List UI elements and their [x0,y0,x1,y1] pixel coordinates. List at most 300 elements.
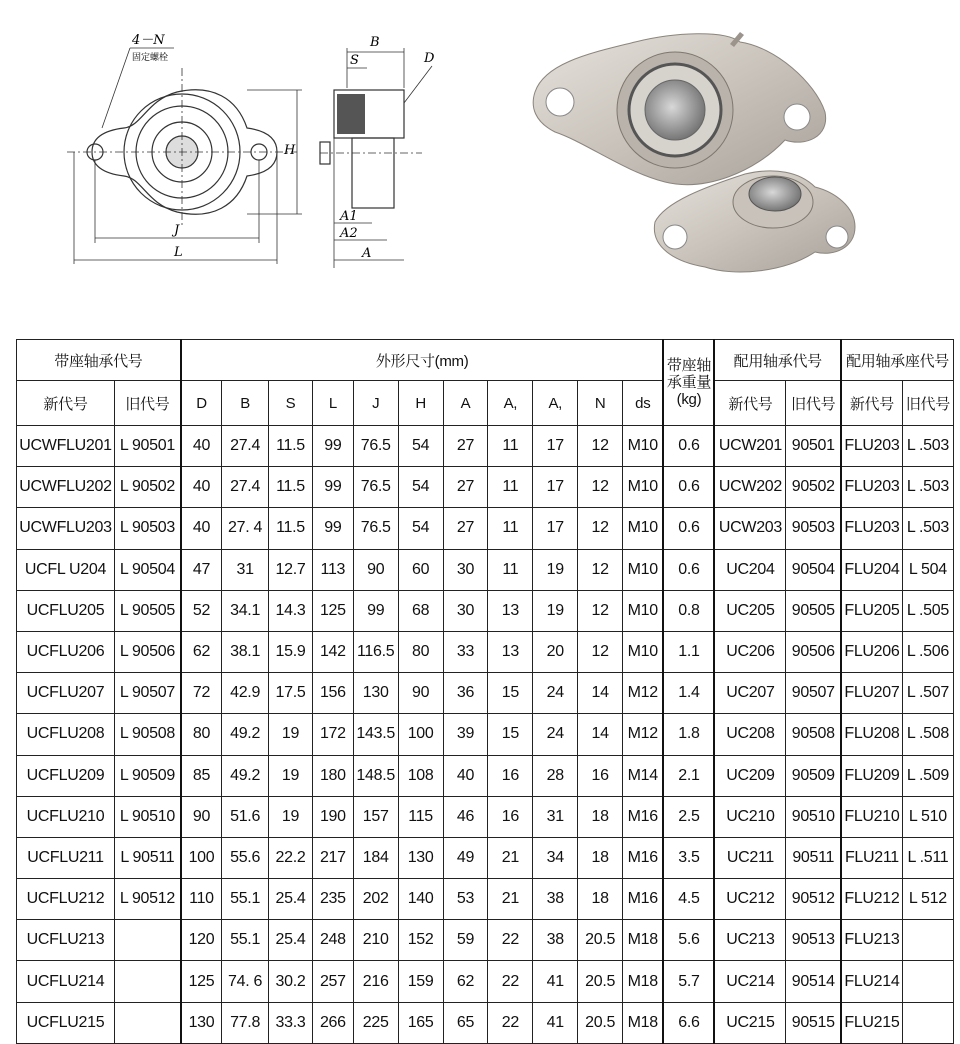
table-cell: 1.4 [663,673,714,714]
table-cell: 30 [443,549,488,590]
table-cell: 17 [533,467,578,508]
table-cell: 55.1 [222,879,269,920]
table-row [17,755,954,796]
table-cell: UCW201 [714,426,785,467]
table-cell: 59 [443,920,488,961]
table-cell: UC212 [714,879,785,920]
table-cell: FLU204 [841,549,902,590]
table-cell: 165 [398,1002,443,1043]
table-cell: 20 [533,631,578,672]
table-cell: 157 [353,796,398,837]
table-cell: L .511 [902,837,953,878]
table-cell: 54 [398,508,443,549]
table-cell: 14 [578,714,623,755]
table-cell: 11 [488,549,533,590]
table-cell: 19 [269,755,313,796]
table-cell: 90506 [786,631,841,672]
table-cell: 90512 [786,879,841,920]
table-cell: 17 [533,426,578,467]
table-cell: 40 [181,426,222,467]
table-cell: UCWFLU201 [17,426,115,467]
table-cell: 76.5 [353,508,398,549]
table-cell: 15.9 [269,631,313,672]
table-cell: UC209 [714,755,785,796]
table-cell: 46 [443,796,488,837]
table-cell: 20.5 [578,961,623,1002]
table-cell: 39 [443,714,488,755]
table-cell: UC211 [714,837,785,878]
table-cell: 27. 4 [222,508,269,549]
table-cell: 31 [222,549,269,590]
table-cell [902,920,953,961]
table-cell: 13 [488,590,533,631]
table-cell: UCFLU207 [17,673,115,714]
table-cell: 74. 6 [222,961,269,1002]
table-cell: 12 [578,631,623,672]
table-cell: 49 [443,837,488,878]
table-cell: 40 [181,508,222,549]
table-cell: 116.5 [353,631,398,672]
table-cell: 34.1 [222,590,269,631]
subheader-ds: ds [623,381,664,426]
table-cell: 16 [578,755,623,796]
table-cell: UC205 [714,590,785,631]
table-cell: 113 [312,549,353,590]
table-row [17,961,954,1002]
table-cell: 20.5 [578,1002,623,1043]
table-cell: M16 [623,837,664,878]
table-cell: 14.3 [269,590,313,631]
dim-s-label: S [350,53,359,68]
side-view [320,48,432,268]
table-cell: 90 [398,673,443,714]
table-cell: UCFLU211 [17,837,115,878]
subheader-a: A [443,381,488,426]
table-cell: 130 [353,673,398,714]
table-cell: UCFLU213 [17,920,115,961]
table-cell: L .507 [902,673,953,714]
table-cell: 11.5 [269,508,313,549]
table-cell: 90511 [786,837,841,878]
table-cell: 30 [443,590,488,631]
table-cell: 25.4 [269,920,313,961]
table-cell: 27 [443,426,488,467]
table-cell: UC214 [714,961,785,1002]
table-cell: 16 [488,755,533,796]
table-cell: 13 [488,631,533,672]
table-cell: 38 [533,879,578,920]
table-cell: 143.5 [353,714,398,755]
table-cell: 217 [312,837,353,878]
table-cell: 55.6 [222,837,269,878]
table-cell: FLU209 [841,755,902,796]
table-cell: 65 [443,1002,488,1043]
table-cell: 1.8 [663,714,714,755]
table-cell: FLU205 [841,590,902,631]
table-cell: M16 [623,879,664,920]
table-cell: 5.6 [663,920,714,961]
table-cell: 62 [181,631,222,672]
table-cell: 17 [533,508,578,549]
table-cell: L .506 [902,631,953,672]
table-cell: 38.1 [222,631,269,672]
subheader-a1: A, [488,381,533,426]
table-cell: L 90506 [114,631,180,672]
table-cell: L 90509 [114,755,180,796]
table-cell: 90503 [786,508,841,549]
table-cell: 90502 [786,467,841,508]
table-cell: UC210 [714,796,785,837]
subheader-b: B [222,381,269,426]
table-cell: 90507 [786,673,841,714]
dim-h-label: H [284,143,296,158]
table-cell: 110 [181,879,222,920]
table-cell: UC204 [714,549,785,590]
table-cell: 27 [443,467,488,508]
table-cell: M12 [623,714,664,755]
table-cell: UCFLU206 [17,631,115,672]
table-cell: L .503 [902,426,953,467]
table-cell: UCWFLU203 [17,508,115,549]
table-cell: 0.6 [663,508,714,549]
subheader-n: N [578,381,623,426]
table-cell: 90510 [786,796,841,837]
table-cell: 52 [181,590,222,631]
table-cell: 12 [578,508,623,549]
table-cell: 100 [181,837,222,878]
table-cell: FLU208 [841,714,902,755]
table-cell: 235 [312,879,353,920]
table-cell: 6.6 [663,1002,714,1043]
table-cell: 5.7 [663,961,714,1002]
table-cell: 31 [533,796,578,837]
table-cell: 76.5 [353,426,398,467]
table-cell: 142 [312,631,353,672]
table-cell: 33.3 [269,1002,313,1043]
table-cell: 99 [353,590,398,631]
table-cell: 3.5 [663,837,714,878]
table-cell [114,961,180,1002]
table-cell: 2.1 [663,755,714,796]
table-cell: 0.8 [663,590,714,631]
table-cell: 53 [443,879,488,920]
table-cell: 68 [398,590,443,631]
table-cell: M12 [623,673,664,714]
table-cell: 16 [488,796,533,837]
table-cell: 11 [488,508,533,549]
table-cell: 49.2 [222,755,269,796]
table-cell: L 504 [902,549,953,590]
subheader-old-code: 旧代号 [114,381,180,426]
table-cell: M10 [623,508,664,549]
table-cell: M10 [623,590,664,631]
table-cell: 90505 [786,590,841,631]
table-cell: 90501 [786,426,841,467]
table-cell: 19 [269,796,313,837]
table-cell: L .509 [902,755,953,796]
table-cell: 156 [312,673,353,714]
table-cell: 15 [488,673,533,714]
subheader-bearing-new-code: 新代号 [714,381,785,426]
subheader-housing-old-code: 旧代号 [902,381,953,426]
table-cell: 36 [443,673,488,714]
table-cell: 22 [488,1002,533,1043]
table-cell: FLU212 [841,879,902,920]
table-cell: 90515 [786,1002,841,1043]
table-cell: 11 [488,426,533,467]
table-cell: 38 [533,920,578,961]
table-cell: L 90511 [114,837,180,878]
table-cell: 49.2 [222,714,269,755]
table-cell: 72 [181,673,222,714]
table-cell: 180 [312,755,353,796]
table-cell: 85 [181,755,222,796]
subheader-a2: A, [533,381,578,426]
table-cell: UCWFLU202 [17,467,115,508]
table-cell: UCFLU208 [17,714,115,755]
table-cell: 34 [533,837,578,878]
table-cell: 257 [312,961,353,1002]
table-cell: 54 [398,467,443,508]
table-cell: L 90504 [114,549,180,590]
table-cell: M10 [623,426,664,467]
table-cell: 152 [398,920,443,961]
table-cell: 148.5 [353,755,398,796]
table-cell: 202 [353,879,398,920]
table-cell: 47 [181,549,222,590]
table-row [17,1002,954,1043]
dim-a2-label: A2 [340,226,358,241]
table-cell: 62 [443,961,488,1002]
dim-a1-label: A1 [340,209,358,224]
table-cell: 99 [312,426,353,467]
table-cell: 120 [181,920,222,961]
callout-label: 4－N [132,33,165,48]
table-cell: 266 [312,1002,353,1043]
technical-drawing [62,28,462,288]
table-cell: FLU211 [841,837,902,878]
table-row [17,796,954,837]
table-cell: M18 [623,920,664,961]
header-bearing-code: 配用轴承代号 [714,340,841,381]
table-cell: 140 [398,879,443,920]
table-row [17,920,954,961]
table-row [17,879,954,920]
table-cell: L 90502 [114,467,180,508]
table-cell: FLU213 [841,920,902,961]
table-cell: 77.8 [222,1002,269,1043]
subheader-housing-new-code: 新代号 [841,381,902,426]
table-cell: 12 [578,590,623,631]
header-housing-code: 配用轴承座代号 [841,340,953,381]
dim-j-label: J [174,223,180,238]
subheader-bearing-old-code: 旧代号 [786,381,841,426]
table-cell: UCFLU215 [17,1002,115,1043]
table-cell: 22 [488,961,533,1002]
table-cell: 54 [398,426,443,467]
table-cell: 100 [398,714,443,755]
table-cell: UCFLU214 [17,961,115,1002]
table-cell: 25.4 [269,879,313,920]
table-cell: 90504 [786,549,841,590]
table-cell: 11.5 [269,426,313,467]
table-cell: 21 [488,879,533,920]
table-cell: UC207 [714,673,785,714]
table-cell: FLU207 [841,673,902,714]
table-cell: L 90501 [114,426,180,467]
table-row [17,673,954,714]
table-cell: 90 [353,549,398,590]
table-cell: 22.2 [269,837,313,878]
table-cell: 225 [353,1002,398,1043]
table-cell: M10 [623,467,664,508]
table-cell: 90509 [786,755,841,796]
table-row [17,837,954,878]
table-cell: FLU210 [841,796,902,837]
table-cell: 19 [533,590,578,631]
flange-unit-large [533,32,825,185]
table-cell: 24 [533,714,578,755]
table-cell [902,1002,953,1043]
table-cell [902,961,953,1002]
table-cell: 216 [353,961,398,1002]
table-cell: 24 [533,673,578,714]
table-cell: 42.9 [222,673,269,714]
table-cell: UCFLU210 [17,796,115,837]
table-cell: 12 [578,467,623,508]
dim-d-label: D [424,51,435,66]
callout-sublabel: 固定螺栓 [132,53,169,63]
table-cell: 21 [488,837,533,878]
table-cell: 14 [578,673,623,714]
table-cell [114,920,180,961]
table-cell: 11 [488,467,533,508]
subheader-s: S [269,381,313,426]
table-cell: UCFL U204 [17,549,115,590]
table-cell: 51.6 [222,796,269,837]
table-row [17,714,954,755]
table-cell: 0.6 [663,467,714,508]
table-cell: 19 [533,549,578,590]
table-cell: 90513 [786,920,841,961]
table-cell: 172 [312,714,353,755]
table-cell: FLU214 [841,961,902,1002]
table-cell: L 512 [902,879,953,920]
table-cell: 12 [578,426,623,467]
table-cell: UCFLU209 [17,755,115,796]
table-cell: 125 [181,961,222,1002]
table-cell: 184 [353,837,398,878]
header-weight: 带座轴承重量(kg) [663,340,714,426]
table-cell: 90508 [786,714,841,755]
table-cell: 33 [443,631,488,672]
table-cell: L .505 [902,590,953,631]
dim-a-label: A [362,246,372,261]
table-cell: FLU215 [841,1002,902,1043]
table-cell: 90514 [786,961,841,1002]
table-cell: 30.2 [269,961,313,1002]
table-cell: 90 [181,796,222,837]
spec-table [16,339,954,1044]
subheader-l: L [312,381,353,426]
table-cell: L 90508 [114,714,180,755]
dim-l-label: L [174,245,183,260]
table-cell: UCW203 [714,508,785,549]
table-cell: 27.4 [222,467,269,508]
table-cell: L .503 [902,467,953,508]
table-row [17,631,954,672]
table-cell: 4.5 [663,879,714,920]
table-cell: 12 [578,549,623,590]
table-cell: M14 [623,755,664,796]
table-cell: M10 [623,549,664,590]
table-row [17,426,954,467]
table-cell: L 90507 [114,673,180,714]
table-cell: L 90512 [114,879,180,920]
table-cell [114,1002,180,1043]
table-cell: 115 [398,796,443,837]
table-cell: 27 [443,508,488,549]
table-cell: L 90510 [114,796,180,837]
table-cell: 41 [533,961,578,1002]
table-cell: UC215 [714,1002,785,1043]
table-row [17,467,954,508]
table-cell: 99 [312,467,353,508]
table-cell: 130 [181,1002,222,1043]
table-cell: 0.6 [663,549,714,590]
table-cell: UC208 [714,714,785,755]
front-view [67,48,302,264]
subheader-h: H [398,381,443,426]
table-cell: 27.4 [222,426,269,467]
table-cell: 108 [398,755,443,796]
table-cell: M18 [623,961,664,1002]
table-cell: 190 [312,796,353,837]
table-cell: 125 [312,590,353,631]
table-row [17,508,954,549]
dim-b-label: B [370,35,380,50]
table-cell: 1.1 [663,631,714,672]
table-cell: 60 [398,549,443,590]
table-cell: UCFLU205 [17,590,115,631]
table-cell: 130 [398,837,443,878]
table-cell: L 510 [902,796,953,837]
table-cell: 55.1 [222,920,269,961]
table-cell: 40 [443,755,488,796]
table-cell: FLU203 [841,426,902,467]
table-cell: FLU203 [841,467,902,508]
table-cell: 22 [488,920,533,961]
table-row [17,549,954,590]
table-cell: 28 [533,755,578,796]
table-cell: FLU206 [841,631,902,672]
table-cell: 19 [269,714,313,755]
table-cell: M18 [623,1002,664,1043]
sub-header-row [17,381,954,426]
table-cell: 20.5 [578,920,623,961]
table-cell: 159 [398,961,443,1002]
table-cell: 80 [398,631,443,672]
subheader-j: J [353,381,398,426]
product-photo [525,22,875,282]
table-cell: L 90505 [114,590,180,631]
table-cell: 18 [578,879,623,920]
table-cell: 76.5 [353,467,398,508]
table-cell: 17.5 [269,673,313,714]
table-cell: FLU203 [841,508,902,549]
table-cell: 210 [353,920,398,961]
table-row [17,590,954,631]
